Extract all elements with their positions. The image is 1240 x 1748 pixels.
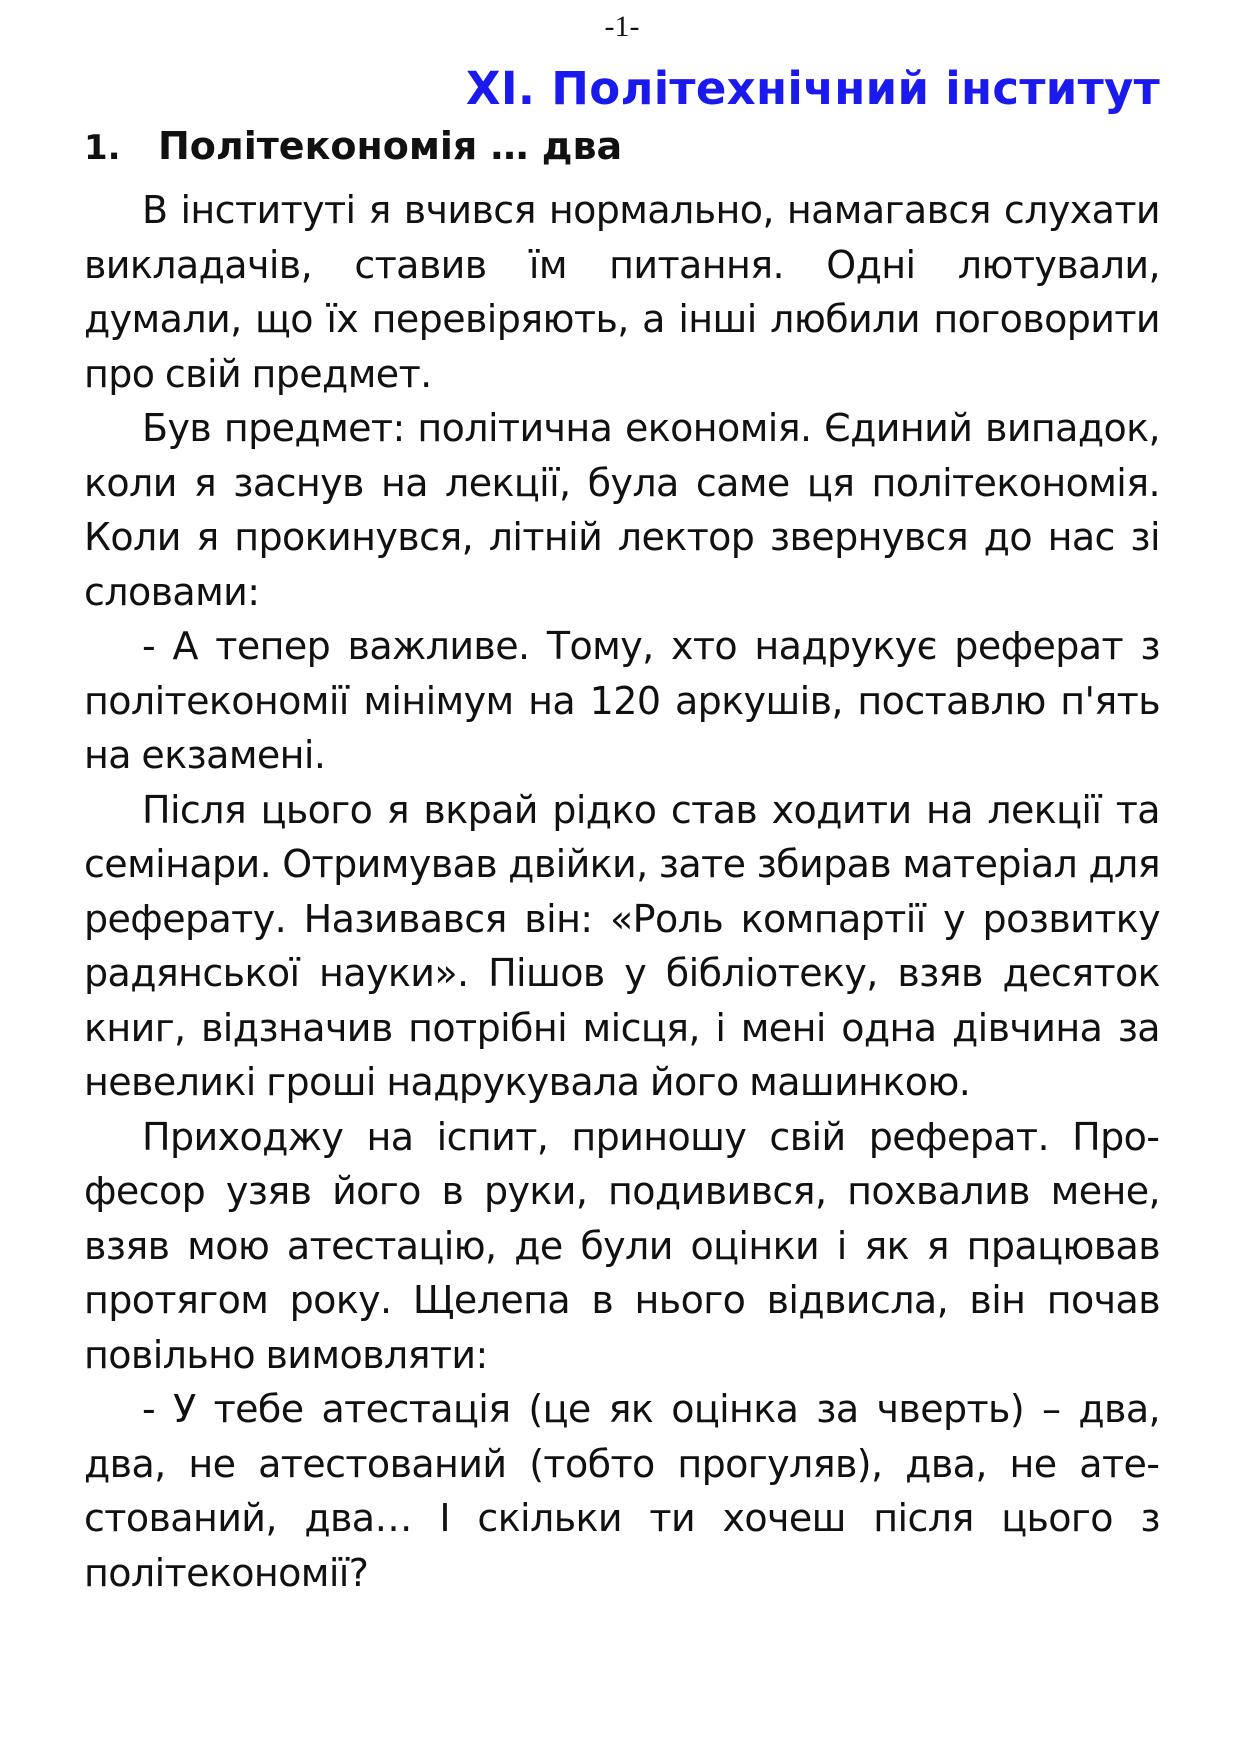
paragraph: - А тепер важливе. Тому, хто надрукує реферат з політекономії мінімум на 120 аркушів, поставлю п'ять на екзамені. — [84, 624, 1160, 777]
section-heading — [84, 120, 622, 174]
paragraph: Був предмет: політична економія. Єдиний випадок, коли я заснув на лекції, була саме ця політекономія. Коли я прокинувся, літній лектор звернувся до нас зі словами: — [84, 406, 1160, 614]
paragraph: - У тебе атестація (це як оцінка за чверть) – два, два, не атестований (тобто прогуляв), два, не атестований, два… І скільки ти хочеш після цього з політекономії? — [84, 1387, 1160, 1595]
paragraph: Приходжу на іспит, приношу свій реферат. Професор узяв його в руки, подивився, похвалив мене, взяв мою атестацію, де були оцінки і як я працював протягом року. Щелепа в нього відвисла, він почав повільно вимовляти: — [84, 1114, 1160, 1377]
paragraph: В інституті я вчився нормально, намагався слухати викладачів, ставив їм питання. Одні лютували, думали, що їх перевіряють, а інші любили поговорити про свій предмет. — [84, 188, 1160, 396]
paragraph: Після цього я вкрай рідко став ходити на лекції та семінари. Отримував двійки, зате збирав матеріал для реферату. Називався він: «Роль компартії у розвитку радянської науки». Пішов у бібліотеку, взяв десяток книг, відзначив потрібні місця, і мені одна дівчина за невеликі гроші надрукувала його машинкою. — [84, 787, 1160, 1104]
page-number: -1- — [604, 10, 640, 43]
chapter-title: XI. Політехнічний інститут — [465, 62, 1160, 115]
section-number: 1. — [84, 128, 121, 168]
body-text — [84, 183, 1160, 1600]
section-title: Політекономія … два — [158, 124, 623, 168]
